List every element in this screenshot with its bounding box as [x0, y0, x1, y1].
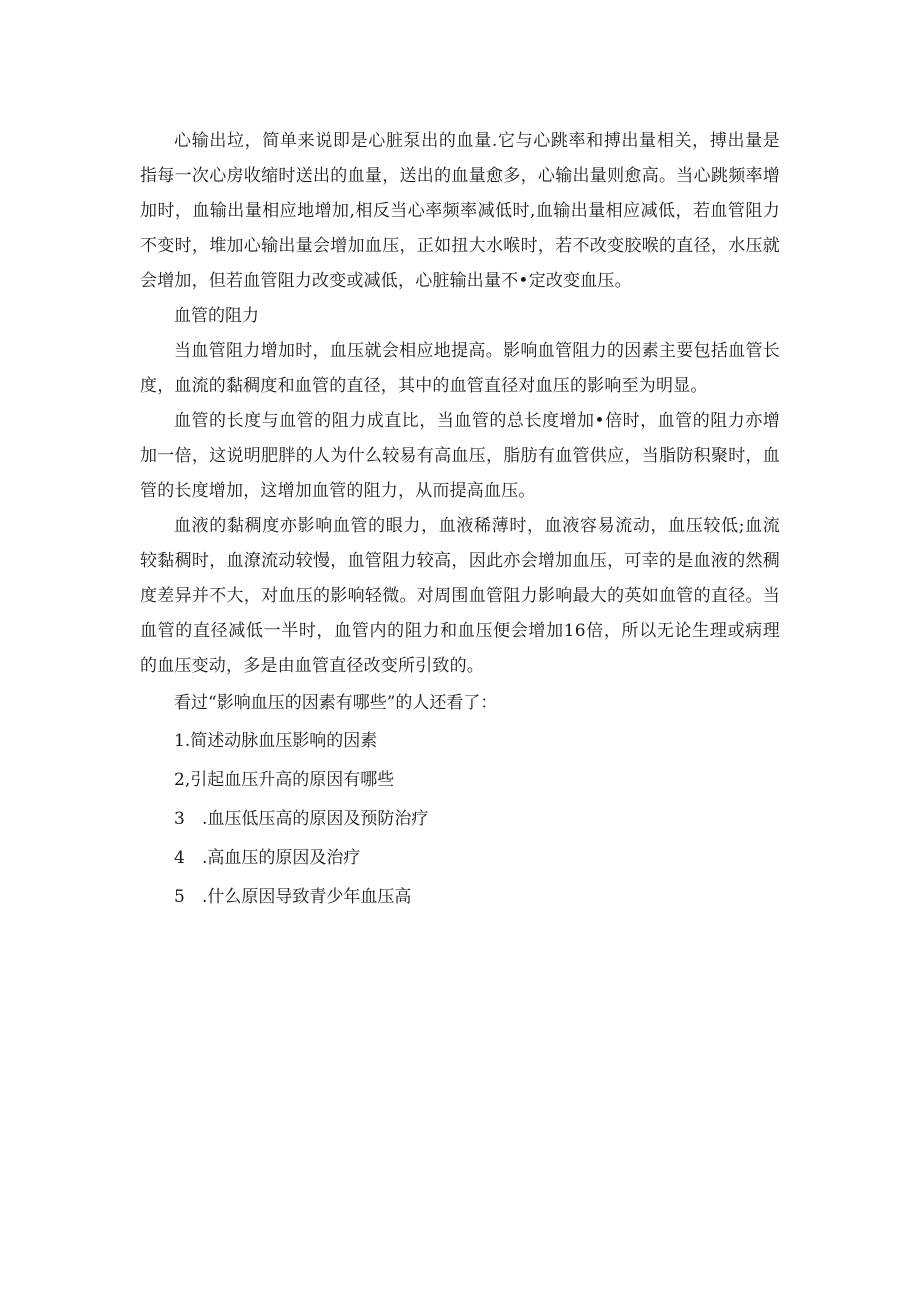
related-article-number: 1.	[174, 731, 191, 751]
paragraph-blood-viscosity: 血液的黏稠度亦影响血管的眼力，血液稀薄时，血液容易流动，血压较低;血流较黏稠时，血潦流动较慢，血管阻力较高，因此亦会增加血压，可幸的是血液的然稠度差异并不大，对血压的影响轻微。对周围血管阻力影响最大的英如血管的直径。当血管的直径减低一半时，血管内的阻力和血压便会增加16倍，所以无论生理或病理的血压变动，多是由血管直径改变所引致的。	[140, 516, 780, 676]
related-article-link[interactable]: .高血压的原因及治疗	[202, 848, 361, 868]
related-article-link[interactable]: 引起血压升高的原因有哪些	[190, 770, 395, 790]
related-article-item[interactable]	[140, 886, 780, 908]
related-article-item[interactable]	[140, 847, 780, 869]
related-article-item[interactable]	[140, 769, 780, 791]
related-article-number: 2,	[174, 770, 191, 790]
related-articles-title: 看过“影响血压的因素有哪些”的人还看了：	[174, 693, 498, 713]
related-article-item[interactable]	[140, 730, 780, 752]
related-articles-list	[140, 730, 780, 908]
related-article-number: 3	[174, 809, 185, 829]
paragraph-resistance-intro: 当血管阻力增加时，血压就会相应地提高。影响血管阻力的因素主要包括血管长度，血流的黏稠度和血管的直径，其中的血管直径对血压的影响至为明显。	[140, 341, 780, 396]
related-article-item[interactable]	[140, 808, 780, 830]
paragraph-cardiac-output: 心输出垃，简单来说即是心脏泵出的血量.它与心跳率和搏出量相关，搏出量是指每一次心房收缩时送出的血量，送出的血量愈多，心输出量则愈高。当心跳频率增加时，血输出量相应地增加,相反当心率频率减低时,血输出量相应减低，若血管阻力不变时，堆加心输出量会增加血压，正如扭大水喉时，若不改变胶喉的直径，水压就会增加，但若血管阻力改变或减低，心脏输出量不•定改变血压。	[140, 131, 780, 291]
related-article-link[interactable]: .什么原因导致青少年血压高	[202, 887, 412, 907]
document-page	[140, 124, 780, 908]
paragraph-vessel-length: 血管的长度与血管的阻力成直比，当血管的总长度增加•倍时，血管的阻力亦增加一倍，这说明肥胖的人为什么较易有高血压，脂肪有血管供应，当脂防积聚时，血管的长度增加，这增加血管的阻力，从而提高血压。	[140, 411, 780, 501]
related-article-link[interactable]: .血压低压高的原因及预防治疗	[202, 809, 429, 829]
related-article-link[interactable]: 简述动脉血压影响的因素	[190, 731, 378, 751]
section-heading-vascular-resistance: 血管的阻力	[174, 306, 259, 326]
related-article-number: 4	[174, 848, 185, 868]
related-article-number: 5	[174, 887, 185, 907]
